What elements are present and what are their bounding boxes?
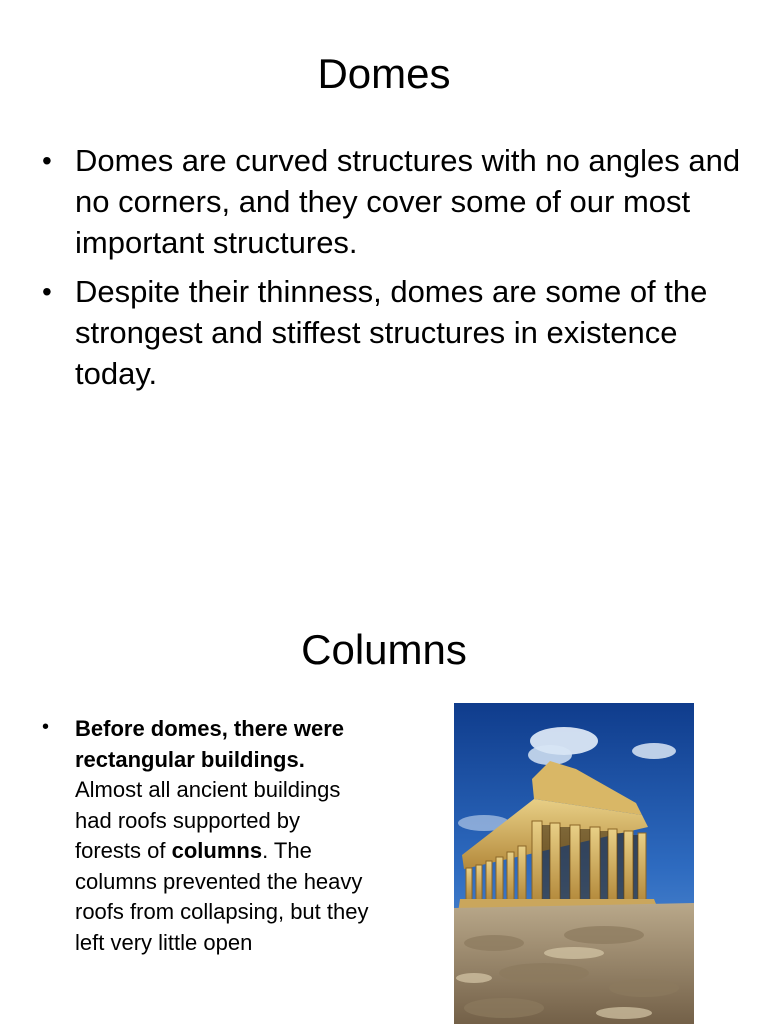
bullet-dot: • <box>42 145 52 176</box>
bullet-item <box>42 714 372 958</box>
bullet-dot: • <box>42 716 50 738</box>
bullet-text: Domes are curved structures with no angles and no corners, and they cover some of our most important structures. <box>75 143 741 260</box>
parthenon-photo <box>454 703 694 1024</box>
slide-title-domes: Domes <box>317 50 451 97</box>
bullet-list-domes <box>42 140 742 402</box>
bullet-text: Despite their thinness, domes are some of the strongest and stiffest structures in existence today. <box>75 274 708 391</box>
bullet-body-text-b: . The columns prevented the heavy roofs from collapsing, but they left very little open <box>75 838 369 955</box>
bullet-item <box>42 140 742 263</box>
columns-keyword: columns <box>171 838 263 863</box>
bullet-item <box>42 271 742 394</box>
slide-title-columns: Columns <box>301 626 467 673</box>
bullet-body-text-a: Almost all ancient buildings had roofs supported by forests of <box>75 777 341 863</box>
slide-columns <box>0 576 768 1024</box>
bullet-dot: • <box>42 276 52 307</box>
parthenon-illustration <box>454 703 694 1024</box>
bullet-list-columns <box>42 714 372 958</box>
bullet-lead-text: Before domes, there were rectangular buildings. <box>75 716 344 772</box>
